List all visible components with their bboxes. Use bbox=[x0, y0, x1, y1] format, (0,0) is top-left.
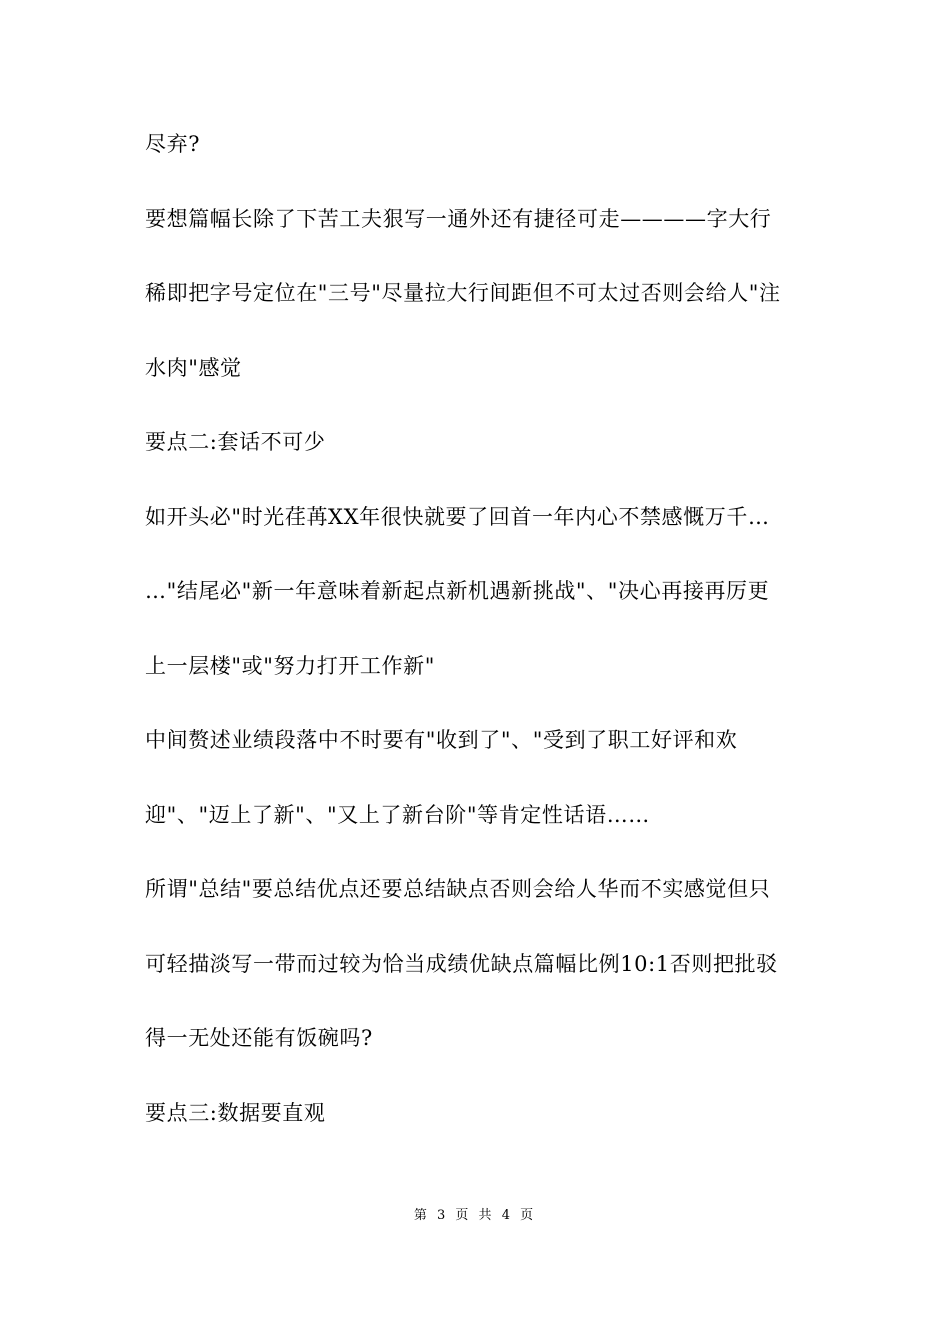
section-heading: 要点二:套话不可少 bbox=[145, 430, 326, 454]
document-body bbox=[145, 132, 815, 1175]
text-line: 上一层楼"或"努力打开工作新" bbox=[145, 653, 435, 678]
page-number-footer: 第 3 页 共 4 页 bbox=[413, 1208, 537, 1223]
text-line: 中间赘述业绩段落中不时要有"收到了"、"受到了职工好评和欢 bbox=[145, 728, 738, 752]
text-line: 所谓"总结"要总结优点还要总结缺点否则会给人华而不实感觉但只 bbox=[145, 877, 771, 901]
text-line: 迎"、"迈上了新"、"又上了新台阶"等肯定性话语…… bbox=[145, 802, 650, 827]
text-line: 如开头必"时光荏苒XX年很快就要了回首一年内心不禁感慨万千… bbox=[145, 504, 770, 529]
text-line: 水肉"感觉 bbox=[145, 355, 242, 380]
text-line: 得一无处还能有饭碗吗? bbox=[145, 1026, 373, 1050]
text-line: …"结尾必"新一年意味着新起点新机遇新挑战"、"决心再接再厉更 bbox=[145, 579, 770, 603]
section-heading: 要点三:数据要直观 bbox=[145, 1100, 326, 1125]
text-line: 要想篇幅长除了下苦工夫狠写一通外还有捷径可走————字大行 bbox=[145, 206, 772, 231]
text-line: 可轻描淡写一带而过较为恰当成绩优缺点篇幅比例10:1否则把批驳 bbox=[145, 951, 778, 976]
text-line: 稀即把字号定位在"三号"尽量拉大行间距但不可太过否则会给人"注 bbox=[145, 281, 781, 305]
text-line: 尽弃? bbox=[145, 132, 201, 156]
